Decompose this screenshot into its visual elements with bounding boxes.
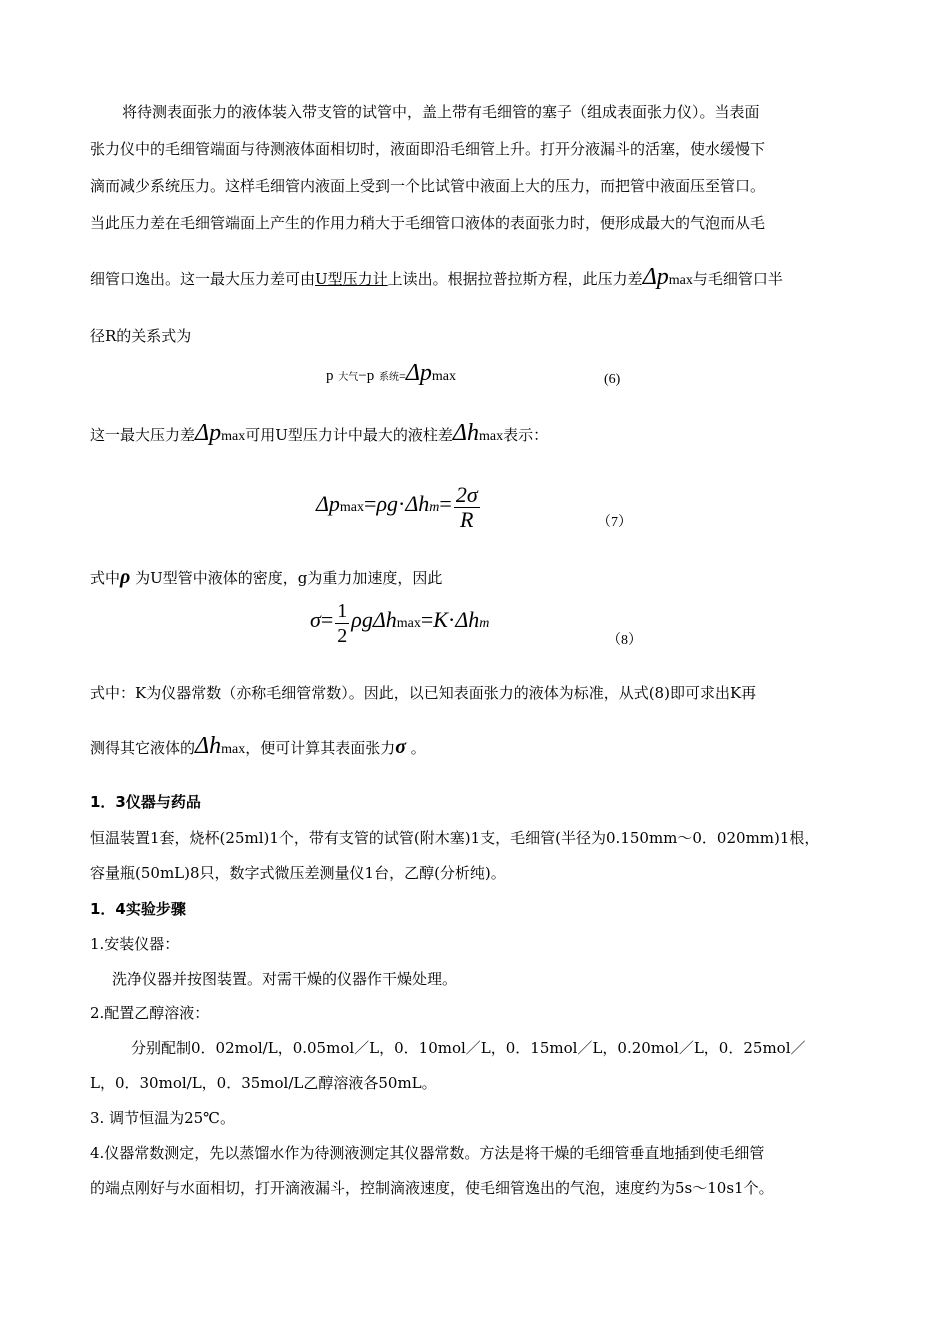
step-detail: L，0．30mol/L，0．35mol/L乙醇溶液各50mL。 bbox=[90, 1074, 437, 1092]
k-symbol: K bbox=[433, 607, 448, 632]
sigma-symbol: σ bbox=[395, 736, 407, 758]
h-symbol: h bbox=[209, 733, 222, 759]
text: 上读出。根据拉普拉斯方程，此压力差 bbox=[387, 270, 643, 288]
paragraph-line: 滴而减少系统压力。这样毛细管内液面上受到一个比试管中液面上大的压力，而把管中液面压至管口。 bbox=[90, 177, 766, 195]
sigma-symbol: σ bbox=[310, 607, 321, 632]
eq-equals: = bbox=[420, 607, 434, 632]
paragraph-line bbox=[90, 566, 442, 589]
paragraph-line: 式中：K为仪器常数（亦称毛细管常数）。因此，以已知表面张力的液体为标准，从式(8)即可求出K再 bbox=[90, 684, 757, 702]
h-symbol: h bbox=[468, 607, 480, 632]
delta-symbol: Δ bbox=[452, 420, 467, 446]
text: 。 bbox=[406, 739, 426, 757]
step-title: 1.安装仪器： bbox=[90, 935, 180, 953]
equation-7 bbox=[316, 480, 482, 532]
paragraph-line: 张力仪中的毛细管端面与待测液体面相切时，液面即沿毛细管上升。打开分液漏斗的活塞，使水缓慢下 bbox=[90, 140, 766, 158]
fraction-numerator: 2σ bbox=[455, 481, 478, 507]
dot-symbol: · bbox=[447, 607, 456, 632]
equation-6 bbox=[326, 362, 456, 389]
m-subscript: m bbox=[429, 500, 440, 515]
max-subscript: max bbox=[221, 429, 246, 444]
h-symbol: h bbox=[385, 607, 397, 632]
section-heading: 1．3仪器与药品 bbox=[90, 793, 201, 811]
paragraph-line: 恒温装置1套，烧杯(25ml)1个，带有支管的试管(附木塞)1支，毛细管(半径为0.150mm～0．020mm)1根， bbox=[90, 829, 820, 847]
eq-equals: = bbox=[320, 607, 334, 632]
h-symbol: h bbox=[418, 491, 430, 516]
eq-sub: 大气 bbox=[338, 372, 359, 383]
paragraph-line: 当此压力差在毛细管端面上产生的作用力稍大于毛细管口液体的表面张力时，便形成最大的气泡而从毛 bbox=[90, 214, 766, 232]
paragraph-line: 径R的关系式为 bbox=[90, 327, 192, 345]
max-subscript: max bbox=[221, 742, 246, 757]
eq-equals: = bbox=[399, 369, 406, 383]
eq-text: p bbox=[326, 368, 334, 384]
delta-symbol: Δ bbox=[405, 360, 420, 386]
section-heading: 1．4实验步骤 bbox=[90, 900, 186, 918]
delta-symbol: Δ bbox=[195, 420, 210, 446]
h-symbol: h bbox=[466, 420, 479, 446]
delta-symbol: Δ bbox=[316, 491, 329, 516]
text: 式中 bbox=[90, 569, 121, 587]
g-symbol: g bbox=[387, 491, 399, 516]
step-title: 3. 调节恒温为25℃。 bbox=[90, 1109, 235, 1127]
max-subscript: max bbox=[339, 500, 365, 515]
fraction-numerator: 1 bbox=[337, 599, 348, 622]
text: ，便可计算其表面张力 bbox=[245, 739, 396, 757]
fraction bbox=[454, 483, 480, 532]
max-subscript: max bbox=[431, 369, 457, 384]
fraction-denominator: 2 bbox=[337, 624, 348, 647]
equation-number: （7） bbox=[597, 515, 632, 530]
text: 与毛细管口半 bbox=[692, 270, 783, 288]
delta-symbol: Δ bbox=[372, 607, 386, 632]
eq-sub: 系统 bbox=[379, 372, 400, 383]
p-symbol: p bbox=[328, 491, 340, 516]
step-detail: 分别配制0．02mol/L，0.05mol／L，0．10mol／L，0．15mol／L，0.20mol／L，0．25mol／ bbox=[131, 1039, 806, 1057]
p-symbol: p bbox=[419, 360, 432, 386]
max-subscript: max bbox=[668, 273, 693, 288]
max-subscript: max bbox=[396, 616, 421, 631]
step-title: 4.仪器常数测定，先以蒸馏水作为待测液测定其仪器常数。方法是将干燥的毛细管垂直地插到使毛细管 bbox=[90, 1144, 765, 1162]
max-subscript: max bbox=[478, 429, 504, 444]
text: 这一最大压力差 bbox=[90, 426, 196, 444]
paragraph-line: 容量瓶(50mL)8只，数字式微压差测量仪1台，乙醇(分析纯)。 bbox=[90, 864, 506, 882]
eq-text: −p bbox=[358, 368, 375, 384]
paragraph-line: 将待测表面张力的液体装入带支管的试管中，盖上带有毛细管的塞子（组成表面张力仪）。当表面 bbox=[122, 103, 760, 121]
fraction bbox=[335, 599, 349, 648]
paragraph-line bbox=[90, 266, 783, 292]
equation-number: （8） bbox=[607, 633, 642, 648]
delta-symbol: Δ bbox=[195, 733, 210, 759]
rho-symbol: ρ bbox=[120, 566, 131, 588]
p-symbol: p bbox=[656, 264, 669, 290]
delta-symbol: Δ bbox=[642, 264, 657, 290]
delta-symbol: Δ bbox=[455, 607, 469, 632]
text: 可用U型压力计中最大的液柱差 bbox=[245, 426, 453, 444]
fraction-denominator: R bbox=[460, 506, 474, 532]
text: 测得其它液体的 bbox=[90, 739, 196, 757]
u-manometer-link[interactable]: U型压力计 bbox=[315, 270, 388, 288]
delta-symbol: Δ bbox=[405, 491, 419, 516]
g-symbol: g bbox=[361, 607, 373, 632]
rho-symbol: ρ bbox=[351, 607, 362, 632]
eq-equals: = bbox=[364, 491, 377, 516]
text: 表示： bbox=[503, 426, 549, 444]
text: 为U型管中液体的密度，g为重力加速度，因此 bbox=[130, 569, 443, 587]
step-detail: 的端点刚好与水面相切，打开滴液漏斗，控制滴液速度，使毛细管逸出的气泡，速度约为5s～10s1个。 bbox=[90, 1179, 774, 1197]
step-detail: 洗净仪器并按图装置。对需干燥的仪器作干燥处理。 bbox=[112, 970, 458, 988]
equation-number: (6) bbox=[604, 372, 621, 387]
eq-equals: = bbox=[439, 491, 452, 516]
paragraph-line bbox=[90, 422, 548, 448]
equation-8 bbox=[310, 596, 489, 648]
text: 细管口逸出。这一最大压力差可由 bbox=[90, 270, 316, 288]
step-title: 2.配置乙醇溶液： bbox=[90, 1004, 210, 1022]
rho-symbol: ρ bbox=[376, 491, 388, 516]
p-symbol: p bbox=[209, 420, 222, 446]
paragraph-line bbox=[90, 735, 426, 761]
dot-symbol: · bbox=[398, 491, 406, 516]
m-subscript: m bbox=[479, 616, 490, 631]
